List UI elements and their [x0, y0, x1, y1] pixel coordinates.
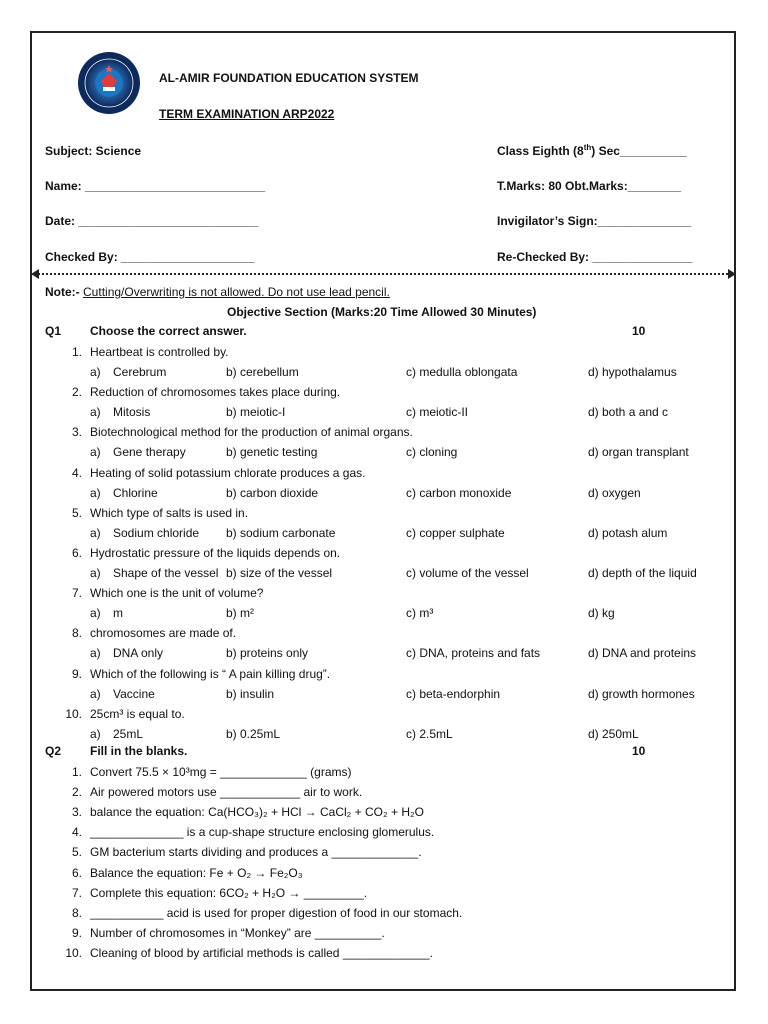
- question-number: 2.: [71, 785, 82, 800]
- question-number: 3.: [71, 805, 82, 820]
- option-a-prefix: a): [90, 405, 101, 420]
- option-b: b) cerebellum: [226, 365, 299, 379]
- question-text: Biotechnological method for the production of animal organs.: [90, 425, 413, 440]
- option-a-prefix: a): [90, 365, 101, 379]
- q1-options-row: [0, 362, 768, 382]
- q2-blank-row: [0, 883, 768, 903]
- q1-question-row: [0, 342, 768, 362]
- question-number: 2.: [71, 385, 82, 400]
- option-b: b) genetic testing: [226, 445, 318, 460]
- q1-title: Choose the correct answer.: [90, 324, 247, 338]
- name-field: Name: ___________________________: [45, 179, 266, 193]
- arrow-right-icon: [728, 269, 736, 279]
- question-text: Which of the following is “ A pain killing drug”.: [90, 666, 331, 681]
- option-a-prefix: a): [90, 485, 101, 500]
- q1-options-row: [0, 643, 768, 663]
- option-a-prefix: a): [90, 525, 101, 540]
- option-d: d) depth of the liquid: [588, 566, 697, 580]
- question-number: 3.: [71, 425, 82, 440]
- question-text: chromosomes are made of.: [90, 626, 237, 641]
- option-a-prefix: a): [90, 445, 101, 460]
- option-c: c) meiotic-II: [406, 405, 469, 420]
- q1-options-row: [0, 483, 768, 503]
- q2-blank-row: [0, 903, 768, 923]
- question-text: Heartbeat is controlled by.: [90, 345, 229, 359]
- question-number: 4.: [71, 825, 82, 840]
- question-text: Convert 75.5 × 10³mg = _____________ (grams): [90, 765, 352, 779]
- subject-field: Subject: Science: [45, 144, 142, 158]
- question-number: 8.: [71, 905, 82, 920]
- question-text: Complete this equation: 6CO₂ + H₂O → _________.: [90, 885, 368, 900]
- question-number: 7.: [71, 586, 82, 601]
- option-b: b) size of the vessel: [226, 566, 333, 580]
- option-d: d) oxygen: [588, 485, 641, 500]
- q1-question-row: [0, 422, 768, 442]
- question-number: 10.: [65, 706, 82, 721]
- option-a: Cerebrum: [113, 365, 167, 379]
- question-text: Reduction of chromosomes takes place during.: [90, 385, 341, 400]
- question-number: 4.: [71, 465, 82, 480]
- option-a-prefix: a): [90, 646, 101, 661]
- option-c: c) 2.5mL: [406, 726, 453, 741]
- question-text: Balance the equation: Fe + O₂ → Fe₂O₃: [90, 865, 303, 880]
- option-a: Vaccine: [113, 686, 155, 701]
- question-text: Air powered motors use ____________ air to work.: [90, 785, 363, 800]
- question-text: Cleaning of blood by artificial methods is called _____________.: [90, 945, 433, 960]
- option-c: c) cloning: [406, 445, 458, 460]
- option-d: d) growth hormones: [588, 686, 695, 701]
- q1-options-row: [0, 603, 768, 623]
- org-name: AL-AMIR FOUNDATION EDUCATION SYSTEM: [159, 71, 419, 85]
- invigilator-field: Invigilator’s Sign:______________: [497, 214, 692, 228]
- q1-question-row: [0, 664, 768, 684]
- option-c: c) DNA, proteins and fats: [406, 646, 541, 661]
- option-c: c) carbon monoxide: [406, 485, 512, 500]
- option-a: 25mL: [113, 726, 144, 741]
- question-number: 10.: [65, 945, 82, 960]
- option-d: d) both a and c: [588, 405, 669, 420]
- question-text: ___________ acid is used for proper digestion of food in our stomach.: [90, 905, 463, 920]
- option-c: c) beta-endorphin: [406, 686, 501, 701]
- option-a: Chlorine: [113, 485, 158, 500]
- q2-blank-row: [0, 822, 768, 842]
- question-text: Which one is the unit of volume?: [90, 586, 264, 601]
- option-a: DNA only: [113, 646, 164, 661]
- q2-blank-row: [0, 943, 768, 963]
- option-b: b) m²: [226, 606, 254, 621]
- option-b: b) sodium carbonate: [226, 525, 336, 540]
- class-field: Class Eighth (8th) Sec__________: [497, 143, 687, 158]
- option-a-prefix: a): [90, 726, 101, 741]
- question-text: ______________ is a cup-shape structure enclosing glomerulus.: [90, 825, 435, 840]
- option-a: Sodium chloride: [113, 525, 200, 540]
- checked-by-field: Checked By: ____________________: [45, 250, 255, 264]
- q1-question-row: [0, 543, 768, 563]
- option-a-prefix: a): [90, 686, 101, 701]
- q1-options-row: [0, 402, 768, 422]
- question-text: balance the equation: Ca(HCO₃)₂ + HCl → CaCl₂ + CO₂ + H₂O: [90, 805, 424, 820]
- q1-question-row: [0, 463, 768, 483]
- divider-dotted: [38, 273, 732, 275]
- school-logo: [77, 51, 141, 115]
- option-d: d) DNA and proteins: [588, 646, 697, 661]
- option-c: c) m³: [406, 606, 434, 621]
- option-d: d) organ transplant: [588, 445, 689, 460]
- option-a: Mitosis: [113, 405, 151, 420]
- q2-blank-row: [0, 782, 768, 802]
- option-d: d) kg: [588, 606, 615, 621]
- q1-question-row: [0, 583, 768, 603]
- option-a: Shape of the vessel: [113, 566, 219, 580]
- section-title: Objective Section (Marks:20 Time Allowed 30 Minutes): [227, 305, 537, 319]
- option-b: b) 0.25mL: [226, 726, 281, 741]
- note: Note:- Cutting/Overwriting is not allowed. Do not use lead pencil.: [45, 285, 390, 299]
- question-number: 9.: [71, 666, 82, 681]
- question-text: Hydrostatic pressure of the liquids depends on.: [90, 546, 341, 560]
- q1-marks: 10: [632, 324, 646, 338]
- question-text: Number of chromosomes in “Monkey” are __________.: [90, 925, 385, 940]
- date-field: Date: ___________________________: [45, 214, 259, 228]
- q1-question-row: [0, 503, 768, 523]
- question-number: 6.: [71, 546, 82, 560]
- q1-options-row: [0, 442, 768, 462]
- question-text: 25cm³ is equal to.: [90, 706, 185, 721]
- question-number: 1.: [71, 345, 82, 359]
- option-a-prefix: a): [90, 606, 101, 621]
- question-number: 9.: [71, 925, 82, 940]
- q1-question-row: [0, 623, 768, 643]
- q2-blank-row: [0, 762, 768, 782]
- q2-number: Q2: [45, 744, 62, 758]
- question-number: 1.: [71, 765, 82, 779]
- option-d: d) hypothalamus: [588, 365, 677, 379]
- question-text: Which type of salts is used in.: [90, 505, 249, 520]
- q2-blank-row: [0, 802, 768, 822]
- question-number: 5.: [71, 505, 82, 520]
- option-c: c) medulla oblongata: [406, 365, 518, 379]
- q1-question-row: [0, 382, 768, 402]
- q2-blank-row: [0, 923, 768, 943]
- q1-options-row: [0, 724, 768, 744]
- option-b: b) insulin: [226, 686, 275, 701]
- question-number: 8.: [71, 626, 82, 641]
- question-number: 6.: [71, 865, 82, 880]
- option-b: b) meiotic-I: [226, 405, 286, 420]
- option-c: c) copper sulphate: [406, 525, 505, 540]
- option-d: d) potash alum: [588, 525, 668, 540]
- marks-field: T.Marks: 80 Obt.Marks:________: [497, 179, 682, 193]
- exam-title: TERM EXAMINATION ARP2022: [159, 107, 335, 121]
- q1-number: Q1: [45, 324, 62, 338]
- q2-blank-row: [0, 842, 768, 862]
- question-number: 5.: [71, 845, 82, 860]
- q2-blank-row: [0, 863, 768, 883]
- question-number: 7.: [71, 885, 82, 900]
- option-a: m: [113, 606, 123, 621]
- option-c: c) volume of the vessel: [406, 566, 529, 580]
- option-a: Gene therapy: [113, 445, 186, 460]
- q2-title: Fill in the blanks.: [90, 744, 188, 758]
- q1-options-row: [0, 563, 768, 583]
- option-d: d) 250mL: [588, 726, 639, 741]
- question-text: Heating of solid potassium chlorate produces a gas.: [90, 465, 366, 480]
- q1-options-row: [0, 684, 768, 704]
- option-b: b) carbon dioxide: [226, 485, 319, 500]
- q1-question-row: [0, 704, 768, 724]
- option-b: b) proteins only: [226, 646, 309, 661]
- rechecked-by-field: Re-Checked By: _______________: [497, 250, 693, 264]
- option-a-prefix: a): [90, 566, 101, 580]
- question-text: GM bacterium starts dividing and produces a _____________.: [90, 845, 422, 860]
- q2-marks: 10: [632, 744, 646, 758]
- q1-options-row: [0, 523, 768, 543]
